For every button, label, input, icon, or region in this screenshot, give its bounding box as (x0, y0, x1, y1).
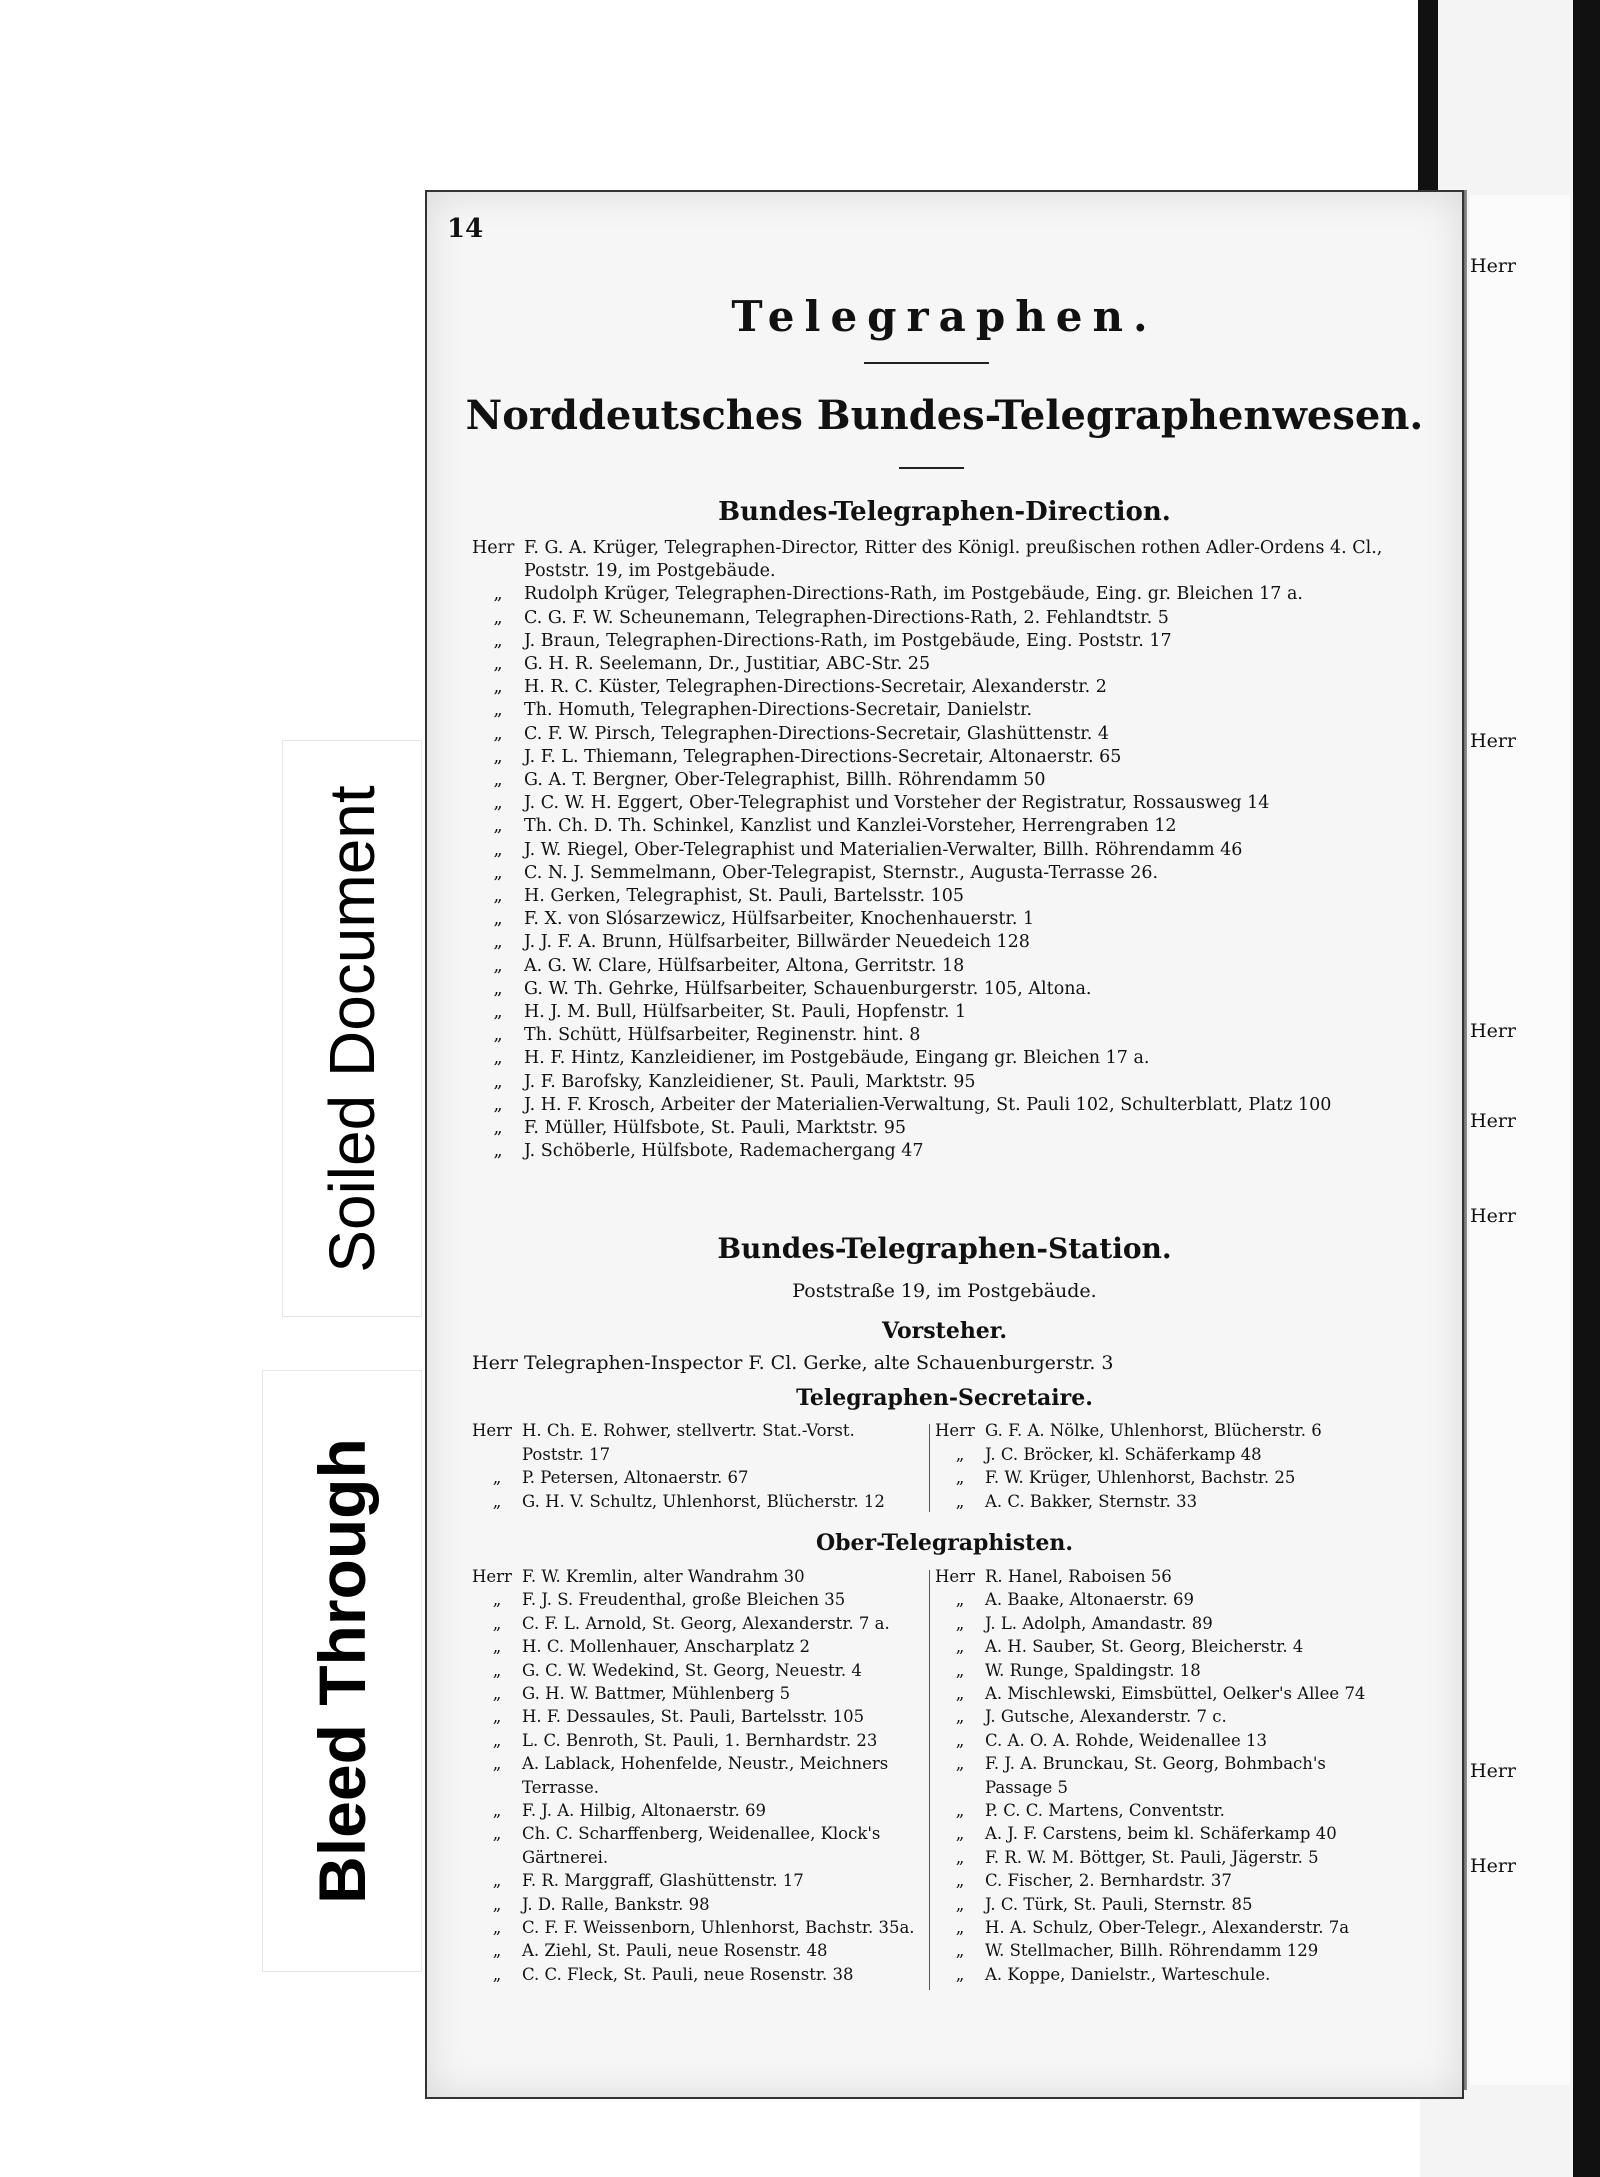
entry-prefix: „ (955, 1660, 965, 1680)
list-entry (935, 1705, 1227, 1728)
entry-prefix: Herr (935, 1421, 975, 1440)
entry-prefix: „ (493, 1071, 503, 1092)
entry-text: Gärtnerei. (522, 1847, 609, 1867)
page-title: Telegraphen. (731, 292, 1158, 341)
list-entry (472, 1893, 710, 1916)
facing-page-word: Herr (1470, 1205, 1516, 1227)
entry-text: J. Braun, Telegraphen-Directions-Rath, im Postgebäude, Eing. Poststr. 17 (524, 630, 1172, 651)
entry-text: C. N. J. Semmelmann, Ober-Telegrapist, Sternstr., Augusta-Terrasse 26. (524, 862, 1159, 883)
entry-prefix: „ (955, 1590, 965, 1610)
entry-text: A. Mischlewski, Eimsbüttel, Oelker's Allee 74 (985, 1684, 1366, 1703)
entry-text: A. Ziehl, St. Pauli, neue Rosenstr. 48 (522, 1941, 828, 1961)
entry-prefix: „ (492, 1824, 502, 1844)
entry-text: Telegraphen-Inspector F. Cl. Gerke, alte Schauenburgerstr. 3 (524, 1352, 1114, 1374)
scan-edge-bar (1573, 0, 1600, 2177)
entry-prefix: „ (492, 1871, 502, 1891)
entry-prefix: „ (493, 746, 503, 767)
entry-prefix: „ (955, 1824, 965, 1844)
entry-prefix: „ (955, 1707, 965, 1727)
list-entry (935, 1490, 1197, 1513)
entry-text: Ch. C. Scharffenberg, Weidenallee, Klock's (522, 1824, 881, 1844)
list-entry (472, 978, 1092, 1001)
list-entry (472, 1565, 805, 1588)
list-entry (472, 1729, 877, 1752)
entry-prefix: „ (492, 1491, 502, 1511)
entry-prefix: „ (493, 677, 503, 698)
entry-text: G. F. A. Nölke, Uhlenhorst, Blücherstr. 6 (985, 1421, 1322, 1440)
list-entry (472, 560, 776, 583)
entry-text: Th. Schütt, Hülfsarbeiter, Reginenstr. hint. 8 (524, 1025, 921, 1046)
list-entry (472, 792, 1269, 815)
entry-prefix: „ (492, 1684, 502, 1703)
entry-text: G. H. R. Seelemann, Dr., Justitiar, ABC-Str. 25 (524, 654, 931, 674)
entry-prefix: „ (955, 1730, 965, 1750)
entry-text: H. F. Dessaules, St. Pauli, Bartelsstr. 105 (522, 1707, 865, 1727)
facing-page-word: Herr (1470, 1110, 1516, 1132)
entry-text: H. A. Schulz, Ober-Telegr., Alexanderstr. 7a (985, 1918, 1350, 1937)
list-entry (472, 1963, 853, 1986)
list-entry (472, 815, 1176, 838)
ober-heading: Ober-Telegraphisten. (816, 1530, 1073, 1556)
entry-prefix: „ (955, 1491, 965, 1511)
entry-prefix: Herr (472, 538, 515, 558)
entry-prefix: „ (493, 723, 503, 744)
list-entry (472, 676, 1107, 699)
list-entry (472, 583, 1303, 606)
entry-prefix: „ (493, 816, 503, 837)
list-entry (472, 1776, 599, 1799)
list-entry (935, 1963, 1270, 1986)
entry-text: H. Ch. E. Rohwer, stellvertr. Stat.-Vorst. (522, 1421, 855, 1440)
entry-prefix: „ (493, 839, 503, 860)
list-entry (935, 1799, 1225, 1822)
entry-prefix: „ (955, 1444, 965, 1464)
entry-prefix: „ (493, 886, 503, 906)
entry-prefix: „ (493, 1025, 503, 1046)
entry-prefix: „ (493, 1048, 503, 1069)
entry-text: Rudolph Krüger, Telegraphen-Directions-Rath, im Postgebäude, Eing. gr. Bleichen 17 a. (524, 584, 1303, 605)
list-entry (472, 931, 1030, 954)
entry-text: J. F. Barofsky, Kanzleidiener, St. Pauli, Marktstr. 95 (524, 1071, 976, 1092)
list-entry (472, 1822, 880, 1845)
entry-text: F. J. S. Freudenthal, große Bleichen 35 (522, 1590, 846, 1610)
facing-page-word: Herr (1470, 1020, 1516, 1042)
entry-prefix: „ (493, 1118, 503, 1138)
entry-text: W. Runge, Spaldingstr. 18 (985, 1660, 1201, 1680)
entry-prefix: „ (492, 1894, 502, 1914)
list-entry (472, 723, 1109, 746)
list-entry (472, 1094, 1331, 1117)
entry-prefix: „ (492, 1754, 502, 1774)
entry-text: C. F. F. Weissenborn, Uhlenhorst, Bachstr. 35a. (522, 1918, 915, 1937)
entry-text: H. J. M. Bull, Hülfsarbeiter, St. Pauli, Hopfenstr. 1 (524, 1002, 967, 1022)
entry-prefix: „ (492, 1941, 502, 1961)
entry-text: A. H. Sauber, St. Georg, Bleicherstr. 4 (985, 1637, 1304, 1657)
list-entry (935, 1752, 1326, 1775)
soiled-document-label (282, 740, 422, 1317)
list-entry (472, 885, 964, 908)
entry-text: Poststr. 19, im Postgebäude. (524, 561, 776, 582)
entry-prefix: „ (492, 1660, 502, 1680)
list-entry (935, 1588, 1194, 1611)
list-entry (472, 1001, 966, 1024)
entry-text: G. A. T. Bergner, Ober-Telegraphist, Billh. Röhrendamm 50 (524, 770, 1046, 790)
list-entry (935, 1466, 1295, 1489)
facing-page-word: Herr (1470, 1760, 1516, 1782)
list-entry (472, 1799, 766, 1822)
entry-prefix: Herr (935, 1567, 975, 1586)
entry-prefix: „ (955, 1871, 965, 1891)
entry-text: F. J. A. Brunckau, St. Georg, Bohmbach's (985, 1754, 1326, 1774)
list-entry (472, 1466, 749, 1489)
station-address: Poststraße 19, im Postgebäude. (792, 1280, 1097, 1302)
entry-text: A. Baake, Altonaerstr. 69 (985, 1590, 1194, 1610)
entry-text: A. G. W. Clare, Hülfsarbeiter, Altona, Gerritstr. 18 (524, 955, 965, 976)
list-entry (472, 653, 930, 676)
entry-prefix: „ (493, 630, 503, 651)
list-entry (935, 1635, 1303, 1658)
entry-text: C. C. Fleck, St. Pauli, neue Rosenstr. 38 (522, 1964, 854, 1984)
heading-rule (899, 467, 964, 469)
facing-page-word: Herr (1470, 730, 1516, 752)
entry-text: F. W. Kremlin, alter Wandrahm 30 (522, 1567, 805, 1586)
entry-text: F. R. Marggraff, Glashüttenstr. 17 (522, 1871, 804, 1891)
list-entry (472, 1047, 1149, 1070)
entry-prefix: „ (955, 1637, 965, 1657)
entry-prefix: „ (493, 1141, 503, 1162)
entry-text: R. Hanel, Raboisen 56 (985, 1567, 1172, 1586)
entry-prefix: „ (955, 1754, 965, 1774)
list-entry (935, 1443, 1262, 1466)
list-entry (935, 1565, 1172, 1588)
list-entry (472, 699, 1032, 722)
list-entry (472, 630, 1172, 653)
direction-heading: Bundes-Telegraphen-Direction. (718, 497, 1171, 527)
list-entry (935, 1893, 1253, 1916)
entry-text: F. X. von Slósarzewicz, Hülfsarbeiter, Knochenhauerstr. 1 (524, 909, 1035, 930)
vorsteher-heading: Vorsteher. (881, 1318, 1008, 1344)
entry-prefix: Herr (472, 1421, 512, 1440)
list-entry (472, 1705, 864, 1728)
entry-text: P. Petersen, Altonaerstr. 67 (522, 1468, 749, 1487)
entry-prefix: „ (492, 1730, 502, 1750)
station-heading: Bundes-Telegraphen-Station. (717, 1232, 1172, 1265)
list-entry (472, 1490, 885, 1513)
entry-prefix: „ (955, 1468, 965, 1487)
list-entry (472, 1117, 906, 1140)
list-entry (472, 1869, 804, 1892)
entry-text: A. Lablack, Hohenfelde, Neustr., Meichners (522, 1754, 889, 1774)
list-entry (472, 1846, 608, 1869)
entry-text: A. C. Bakker, Sternstr. 33 (985, 1491, 1198, 1511)
entry-prefix: „ (492, 1964, 502, 1984)
entry-prefix: „ (492, 1918, 502, 1937)
entry-text: F. W. Krüger, Uhlenhorst, Bachstr. 25 (985, 1468, 1296, 1487)
entry-prefix: „ (955, 1894, 965, 1914)
entry-text: C. G. F. W. Scheunemann, Telegraphen-Directions-Rath, 2. Fehlandtstr. 5 (524, 607, 1169, 628)
list-entry (935, 1916, 1349, 1939)
entry-text: W. Stellmacher, Billh. Röhrendamm 129 (985, 1941, 1319, 1961)
entry-prefix: „ (493, 607, 503, 628)
list-entry (472, 955, 964, 978)
entry-text: C. A. O. A. Rohde, Weidenallee 13 (985, 1730, 1267, 1750)
entry-text: G. W. Th. Gehrke, Hülfsarbeiter, Schauenburgerstr. 105, Altona. (524, 978, 1092, 999)
entry-text: J. Schöberle, Hülfsbote, Rademachergang 47 (524, 1141, 924, 1162)
entry-text: H. Gerken, Telegraphist, St. Pauli, Bartelsstr. 105 (524, 886, 965, 906)
list-entry (472, 1659, 862, 1682)
entry-text: A. J. F. Carstens, beim kl. Schäferkamp 40 (985, 1824, 1337, 1844)
list-entry (472, 1939, 828, 1962)
entry-text: Th. Homuth, Telegraphen-Directions-Secretair, Danielstr. (524, 700, 1033, 721)
entry-prefix: „ (492, 1468, 502, 1487)
entry-prefix: „ (493, 955, 503, 976)
list-entry (935, 1612, 1213, 1635)
entry-text: J. D. Ralle, Bankstr. 98 (522, 1894, 710, 1914)
list-entry (935, 1939, 1318, 1962)
entry-text: Terrasse. (522, 1777, 600, 1797)
secretaire-heading: Telegraphen-Secretaire. (796, 1385, 1093, 1411)
vorsteher-entry (472, 1352, 1114, 1375)
entry-text: J. C. Bröcker, kl. Schäferkamp 48 (985, 1444, 1262, 1464)
entry-text: J. W. Riegel, Ober-Telegraphist und Materialien-Verwalter, Billh. Röhrendamm 46 (524, 839, 1243, 860)
list-entry (935, 1419, 1322, 1442)
entry-text: J. L. Adolph, Amandastr. 89 (985, 1613, 1213, 1633)
bleed-through-label (262, 1370, 422, 1972)
entry-text: H. C. Mollenhauer, Anscharplatz 2 (522, 1637, 810, 1657)
entry-prefix: Herr (472, 1352, 518, 1374)
list-entry (472, 1612, 890, 1635)
entry-prefix: Herr (472, 1567, 512, 1586)
entry-text: J. J. F. A. Brunn, Hülfsarbeiter, Billwärder Neuedeich 128 (524, 932, 1030, 953)
list-entry (472, 1752, 888, 1775)
entry-text: Th. Ch. D. Th. Schinkel, Kanzlist und Kanzlei-Vorsteher, Herrengraben 12 (524, 816, 1177, 837)
list-entry (935, 1776, 1068, 1799)
entry-text: G. H. V. Schultz, Uhlenhorst, Blücherstr. 12 (522, 1491, 885, 1511)
entry-prefix: „ (492, 1613, 502, 1633)
entry-prefix: „ (493, 1002, 503, 1022)
entry-prefix: „ (493, 862, 503, 883)
list-entry (935, 1659, 1201, 1682)
entry-text: J. Gutsche, Alexanderstr. 7 c. (985, 1707, 1227, 1727)
entry-prefix: „ (492, 1637, 502, 1657)
column-divider (929, 1424, 930, 1512)
list-entry (472, 1419, 855, 1442)
entry-text: F. J. A. Hilbig, Altonaerstr. 69 (522, 1801, 766, 1820)
entry-prefix: „ (493, 793, 503, 814)
soiled-document-text: Soiled Document (316, 784, 388, 1273)
entry-prefix: „ (493, 584, 503, 605)
entry-prefix: „ (955, 1918, 965, 1937)
entry-text: F. Müller, Hülfsbote, St. Pauli, Marktstr. 95 (524, 1118, 907, 1138)
entry-prefix: „ (955, 1684, 965, 1703)
entry-prefix: „ (493, 932, 503, 953)
entry-prefix: „ (493, 770, 503, 790)
facing-page-strip (1470, 195, 1570, 2085)
list-entry (472, 862, 1158, 885)
entry-prefix: „ (493, 1094, 503, 1115)
entry-text: C. Fischer, 2. Bernhardstr. 37 (985, 1871, 1232, 1891)
entry-text: G. H. W. Battmer, Mühlenberg 5 (522, 1684, 791, 1703)
bleed-through-text: Bleed Through (305, 1438, 379, 1904)
entry-text: H. F. Hintz, Kanzleidiener, im Postgebäude, Eingang gr. Bleichen 17 a. (524, 1048, 1150, 1069)
entry-text: F. G. A. Krüger, Telegraphen-Director, Ritter des Königl. preußischen rothen Adler-Ordens 4. Cl., (524, 538, 1383, 558)
entry-text: C. F. L. Arnold, St. Georg, Alexanderstr. 7 a. (522, 1613, 890, 1633)
title-rule (864, 362, 989, 364)
document-page (425, 190, 1464, 2099)
entry-prefix: „ (955, 1613, 965, 1633)
list-entry (472, 1588, 845, 1611)
entry-text: H. R. C. Küster, Telegraphen-Directions-Secretair, Alexanderstr. 2 (524, 677, 1107, 698)
list-entry (472, 1635, 810, 1658)
facing-page-word: Herr (1470, 255, 1516, 277)
list-entry (935, 1682, 1365, 1705)
list-entry (472, 1024, 920, 1047)
list-entry (472, 1443, 610, 1466)
entry-text: Passage 5 (985, 1777, 1069, 1797)
entry-text: G. C. W. Wedekind, St. Georg, Neuestr. 4 (522, 1660, 862, 1680)
entry-prefix: „ (955, 1964, 965, 1984)
list-entry (472, 1916, 915, 1939)
entry-text: C. F. W. Pirsch, Telegraphen-Directions-Secretair, Glashüttenstr. 4 (524, 723, 1109, 744)
list-entry (472, 1140, 924, 1163)
list-entry (935, 1729, 1267, 1752)
scan-edge-bar-top (1418, 0, 1438, 190)
list-entry (935, 1822, 1337, 1845)
entry-text: J. C. W. H. Eggert, Ober-Telegraphist und Vorsteher der Registratur, Rossausweg 14 (524, 793, 1270, 814)
entry-prefix: „ (955, 1801, 965, 1820)
list-entry (472, 607, 1169, 630)
list-entry (472, 1071, 976, 1094)
entry-text: J. H. F. Krosch, Arbeiter der Materialien-Verwaltung, St. Pauli 102, Schulterblatt, Platz 100 (524, 1094, 1332, 1115)
entry-prefix: „ (493, 978, 503, 999)
entry-text: Poststr. 17 (522, 1444, 611, 1464)
entry-prefix: „ (955, 1847, 965, 1867)
list-entry (472, 908, 1034, 931)
entry-text: J. C. Türk, St. Pauli, Sternstr. 85 (985, 1894, 1253, 1914)
entry-prefix: „ (493, 654, 503, 674)
entry-prefix: „ (955, 1941, 965, 1961)
main-heading: Norddeutsches Bundes-Telegraphenwesen. (465, 392, 1424, 439)
list-entry (472, 537, 1382, 560)
column-divider (929, 1570, 930, 1990)
list-entry (472, 839, 1242, 862)
list-entry (472, 1682, 790, 1705)
entry-text: P. C. C. Martens, Conventstr. (985, 1801, 1225, 1820)
entry-prefix: „ (492, 1801, 502, 1820)
entry-prefix: „ (493, 700, 503, 721)
entry-text: L. C. Benroth, St. Pauli, 1. Bernhardstr. 23 (522, 1730, 878, 1750)
list-entry (935, 1846, 1319, 1869)
entry-prefix: „ (493, 909, 503, 930)
entry-text: A. Koppe, Danielstr., Warteschule. (985, 1964, 1271, 1984)
entry-text: J. F. L. Thiemann, Telegraphen-Directions-Secretair, Altonaerstr. 65 (524, 746, 1122, 767)
entry-prefix: „ (492, 1707, 502, 1727)
facing-page-word: Herr (1470, 1855, 1516, 1877)
page-number: 14 (447, 214, 484, 244)
list-entry (472, 769, 1046, 792)
entry-prefix: „ (492, 1590, 502, 1610)
entry-text: F. R. W. M. Böttger, St. Pauli, Jägerstr. 5 (985, 1847, 1319, 1867)
list-entry (472, 746, 1121, 769)
list-entry (935, 1869, 1232, 1892)
